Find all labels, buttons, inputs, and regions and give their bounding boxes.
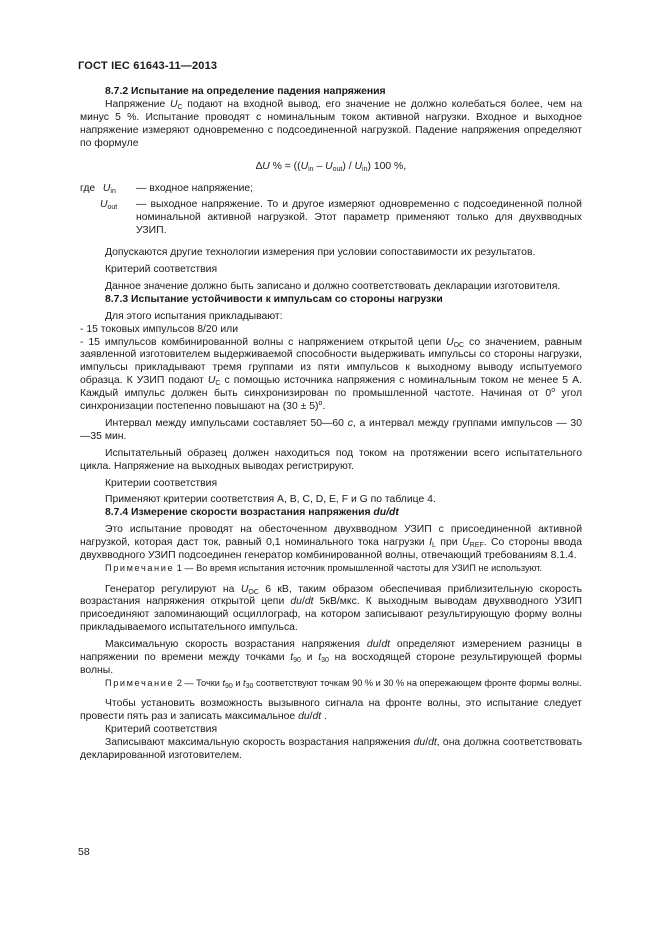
paragraph: Генератор регулируют на $U_{OC}$ 6 кВ, таким образом обеспечивая приблизительную скорость возрастания напряжения открытой цепи du/dt 5кВ/мкс. К выходным выводам двухвводного УЗИП присоединяют запоминающий осциллограф, на котором записывают результирующую форму волны прикладываемого испытательного импульса. bbox=[80, 583, 583, 634]
note: Примечание 2 — Точки $t_{90}$ и $t_{30}$ соответствуют точкам 90 % и 30 % на опережающем фронте формы волны. bbox=[105, 677, 582, 690]
section-heading-8-7-4: 8.7.4 Измерение скорости возрастания напряжения du/dt bbox=[105, 507, 399, 519]
list-item: - 15 токовых импульсов 8/20 или bbox=[80, 323, 239, 335]
paragraph: Чтобы установить возможность вызывного сигнала на фронте волны, это испытание следует провести пять раз и записать максимальное du/dt . bbox=[80, 698, 582, 723]
section-heading-8-7-2: 8.7.2 Испытание на определение падения напряжения bbox=[105, 86, 386, 97]
paragraph: Данное значение должно быть записано и должно соответствовать декларации изготовителя. bbox=[105, 280, 561, 292]
paragraph: Критерии соответствия bbox=[105, 477, 218, 489]
paragraph: Допускаются другие технологии измерения при условии сопоставимости их результатов. bbox=[105, 247, 536, 259]
formula-definitions bbox=[80, 183, 582, 238]
paragraph: Применяют критерии соответствия А, В, С, D, E, F и G по таблице 4. bbox=[105, 494, 436, 506]
formula: ∆U % = $((U_{in} - U_{out}) / U_{in})$ 100 %, bbox=[255, 160, 407, 173]
paragraph: Испытательный образец должен находиться под током на протяжении всего испытательного цикла. Напряжение на выходных выводах регистрируют. bbox=[80, 447, 582, 472]
note: Примечание 1 — Во время испытания источник промышленной частоты для УЗИП не используют. bbox=[105, 563, 543, 573]
document-header: ГОСТ IEC 61643-11—2013 bbox=[78, 60, 218, 72]
paragraph: Максимальную скорость возрастания напряжения du/dt определяют измерением разницы в напряжении по времени между точками $t_{90}$ и $t_{30}$ на восходящей стороне результирующей формы волны. bbox=[80, 639, 582, 676]
paragraph: Критерий соответствия bbox=[105, 724, 218, 736]
page-number: 58 bbox=[78, 846, 90, 858]
paragraph: Для этого испытания прикладывают: bbox=[105, 310, 283, 322]
paragraph: Напряжение $U_C$ подают на входной вывод, его значение не должно колебаться более, чем на минус 5 %. Испытание проводят с номинальным током активной нагрузки. Входное и выходное напряжение измеряют одновременно с подсоединенной нагрузкой. Падение напряжения определяют по формуле bbox=[80, 98, 583, 149]
document-body bbox=[80, 86, 582, 763]
definition-row: где $U_{in}$ — входное напряжение; bbox=[80, 183, 254, 196]
paragraph: Это испытание проводят на обесточенном двухвводном УЗИП с присоединенной активной нагрузкой, которая даст ток, равный 0,1 номинального тока нагрузки $I_L$ при $U_{REF}$. Со стороны ввода двухвводного УЗИП подсоединен генератор комбинированной волны, отвечающий требованиям 8.1.4. bbox=[80, 524, 582, 562]
paragraph: Записывают максимальную скорость возрастания напряжения du/dt, она должна соответствовать декларированной изготовителем. bbox=[80, 737, 582, 761]
definition-row: $U_{out}$ — выходное напряжение. То и другое измеряют одновременно с подсоединенной полной номинальной активной нагрузкой. Этот параметр применяют только для двухвводных УЗИП. bbox=[100, 199, 582, 237]
list-item: - 15 импульсов комбинированной волны с напряжением открытой цепи $U_{OC}$ со значением, равным заявленной изготовителем выдерживаемой способности выдерживать импульсы со стороны нагрузки, импульсы прикладывают тремя группами из пяти импульсов к выходному выводу испытуемого образца. К УЗИП подают $U_C$ с помощью источника напряжения с номинальным током не менее 5 А. Каждый импульс должен быть синхронизирован по промышленной частоте. Начиная от $0^о$ угол синхронизации постепенно повышают на $(30 \pm 5)^о$. bbox=[80, 336, 583, 413]
paragraph: Интервал между импульсами составляет 50—60 с, а интервал между группами импульсов — 30—35 мин. bbox=[80, 417, 582, 442]
section-heading-8-7-3: 8.7.3 Испытание устойчивости к импульсам со стороны нагрузки bbox=[105, 293, 443, 305]
paragraph: Критерий соответствия bbox=[105, 263, 218, 275]
